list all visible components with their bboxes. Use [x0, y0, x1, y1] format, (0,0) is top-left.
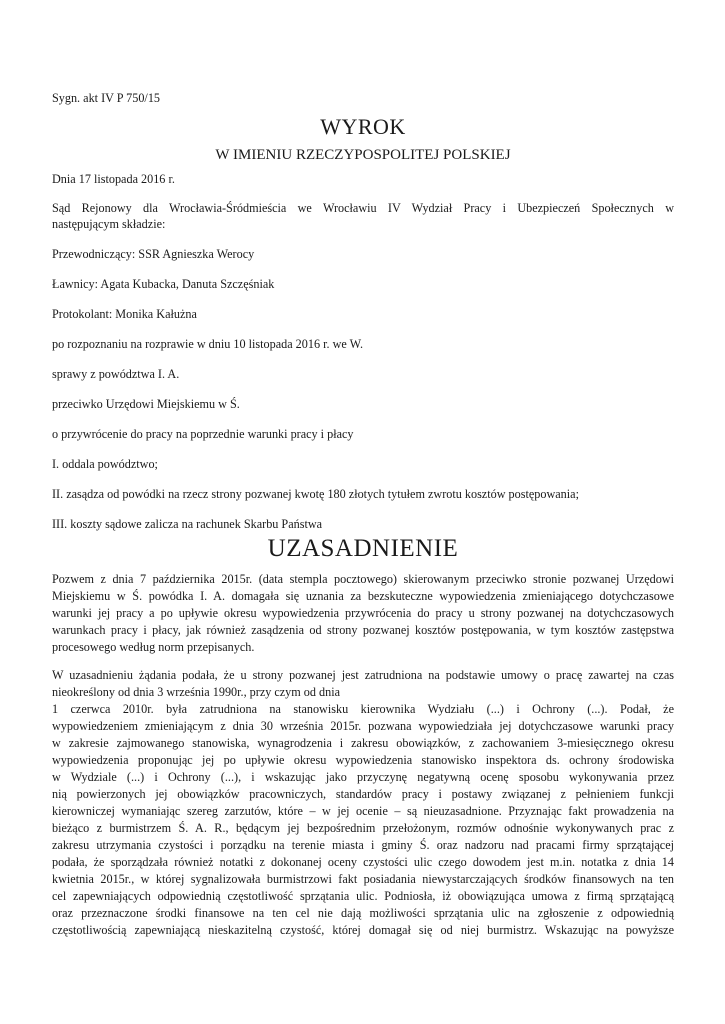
paragraph-line: W uzasadnieniu żądania podała, że u strony pozwanej jest zatrudniona na podstawie umowy o pracę zawartej na czas [52, 668, 674, 682]
judgment-date: Dnia 17 listopada 2016 r. [52, 172, 175, 186]
case-defendant: przeciwko Urzędowi Miejskiemu w Ś. [52, 397, 240, 411]
case-subject: o przywrócenie do pracy na poprzednie warunki pracy i płacy [52, 427, 354, 441]
ruling-item-2: II. zasądza od powódki na rzecz strony pozwanej kwotę 180 złotych tytułem zwrotu kosztów postępowania; [52, 487, 579, 501]
judgment-subtitle: W IMIENIU RZECZYPOSPOLITEJ POLSKIEJ [215, 147, 511, 163]
presiding-judge: Przewodniczący: SSR Agnieszka Werocy [52, 247, 255, 261]
paragraph-line: wypowiedzenia proponując jej po upływie okresu wypowiedzenia stanowisko inspektora ds. ochrony środowiska [52, 753, 674, 767]
paragraph-line: cel zapewniających odpowiednią częstotliwość sprzątania ulic. Podniosła, iż obowiązująca umowa z firmą sprzątającą [52, 889, 674, 903]
paragraph-line: nią powierzonych jej obowiązków pracowniczych, standardów pracy i postawy związanej z pełnieniem funkcji [52, 787, 674, 801]
paragraph-line: oraz przeznaczone środki finansowe na ten cel nie dają możliwości sprzątania ulic na zgłoszenie z odpowiednią [52, 906, 674, 920]
paragraph-line: w zakresie zajmowanego stanowiska, wynagrodzenia i zakresu obowiązków, z zachowaniem 3-miesięcznego okresu [52, 736, 674, 750]
paragraph-line: bieżąco z burmistrzem Ś. A. R., będącym jej bezpośrednim przełożonym, rozmów odnośnie wykonywanych prac z [52, 821, 674, 835]
paragraph-line: w Wydziale (...) i Ochrony (...), i wskazując jako przyczynę negatywną ocenę sposobu wykonywania przez [52, 770, 674, 784]
paragraph-line: częstotliwością zapewniającą nieskazitelną czystość, której domagał się od niej burmistrz. Wskazując na powyższe [52, 923, 674, 937]
case-signature: Sygn. akt IV P 750/15 [52, 91, 161, 105]
paragraph-line: warunki jej pracy a po upływie okresu wypowiedzenia przywrócenia do pracy u strony pozwanej na dotychczasowych [52, 606, 674, 620]
court-line-1: Sąd Rejonowy dla Wrocławia-Śródmieścia we Wrocławiu IV Wydział Pracy i Ubezpieczeń Społecznych w [52, 201, 674, 215]
paragraph-line: kwietnia 2015r., w której sygnalizowała burmistrzowi fakt posiadania niewystarczających środków finansowych na ten [52, 872, 674, 886]
lay-judges: Ławnicy: Agata Kubacka, Danuta Szczęśniak [52, 277, 275, 291]
ruling-item-1: I. oddala powództwo; [52, 457, 158, 471]
paragraph-line: kierowniczej wymaniając szereg zarzutów, które – w jej ocenie – są nieuzasadnione. Przyznając fakt prowadzenia na [52, 804, 674, 818]
paragraph-line: zakresu utrzymania czystości i porządku na terenie miasta i gminy Ś. oraz nadzoru nad pracami firmy sprzątającej [52, 838, 674, 852]
court-clerk: Protokolant: Monika Kałużna [52, 307, 197, 321]
paragraph-line: nieokreślony od dnia 3 września 1990r., przy czym od dnia [52, 685, 341, 699]
paragraph-line: Pozwem z dnia 7 października 2015r. (data stempla pocztowego) skierowanym przeciwko stronie pozwanej Urzędowi [52, 572, 674, 586]
paragraph-line: podała, że sporządzała również notatki z dokonanej oceny czystości ulic czego dowodem jest m.in. notatka z dnia 14 [52, 855, 674, 869]
paragraph-line: warunkach pracy i płacy, jak również zasądzenia od strony pozwanej kosztów postępowania, w tym kosztów zastępstwa [52, 623, 674, 637]
court-line-2: następującym składzie: [52, 217, 166, 231]
ruling-item-3: III. koszty sądowe zalicza na rachunek Skarbu Państwa [52, 517, 323, 531]
paragraph-line: procesowego według norm przepisanych. [52, 640, 255, 654]
justification-heading: UZASADNIENIE [267, 535, 459, 562]
hearing-info: po rozpoznaniu na rozprawie w dniu 10 listopada 2016 r. we W. [52, 337, 364, 351]
paragraph-line: Miejskiemu w Ś. powódka I. A. domagała się uznania za bezskuteczne wypowiedzenia zmieniającego dotychczasowe [52, 589, 674, 603]
case-plaintiff: sprawy z powództwa I. A. [52, 367, 180, 381]
paragraph-line: 1 czerwca 2010r. była zatrudniona na stanowisku kierownika Wydziału (...) i Ochrony (...). Podał, że [52, 702, 674, 716]
judgment-title: WYROK [320, 114, 406, 139]
paragraph-line: wypowiedzeniem zmieniającym z dnia 30 września 2015r. pozwana wypowiedziała jej dotychczasowe warunki pracy [52, 719, 674, 733]
